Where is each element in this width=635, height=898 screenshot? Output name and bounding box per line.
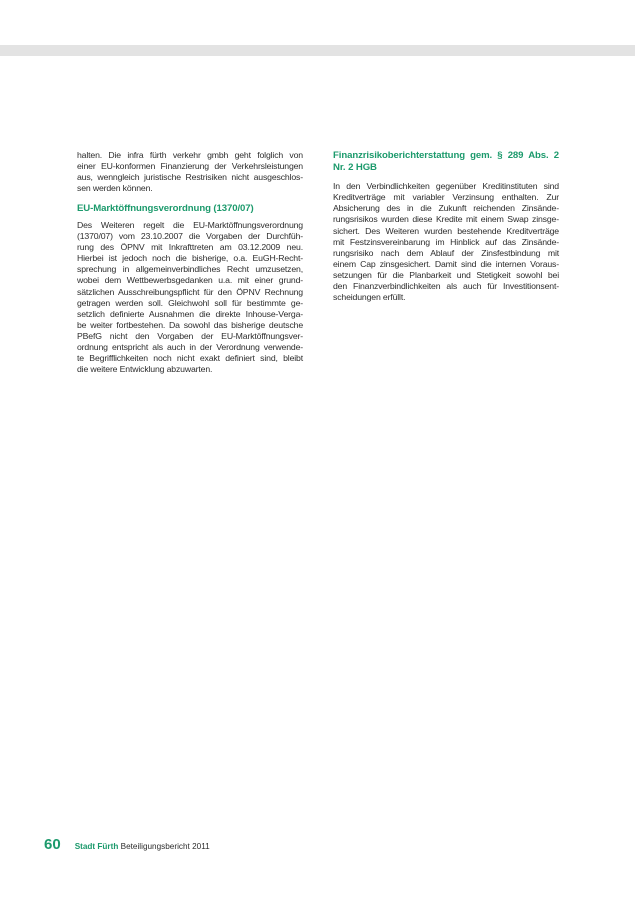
section-heading-finanzrisikoberichterstattung: [333, 150, 559, 173]
page-footer: [44, 836, 210, 853]
footer-label: [75, 842, 210, 851]
text-line: wobei dem Wettbewerbsgedanken u.a. mit einer grund-: [77, 275, 303, 286]
left-column: [77, 150, 303, 375]
text-line: Kreditverträge mit variabler Verzinsung enthalten. Zur: [333, 192, 559, 203]
top-header-band: [0, 45, 635, 56]
footer-report-title: Beteiligungsbericht 2011: [120, 842, 210, 851]
text-line: halten. Die infra fürth verkehr gmbh geht folglich von: [77, 150, 303, 160]
text-line: setzungen für die Planbarkeit und Stetigkeit sowohl bei: [333, 269, 559, 280]
text-line: sprechung in allgemeinverbindliches Recht umzusetzen,: [77, 264, 303, 275]
text-line: ordnung entspricht als auch in der Verordnung verwende-: [77, 342, 303, 352]
text-line: rungsrisiko nach dem Ablauf der Zinsfestbindung mit: [333, 247, 559, 258]
text-line: PBefG nicht den Vorgaben der EU-Marktöffnungsver-: [77, 330, 303, 341]
text-line: sätzlichen Ausschreibungspflicht für den ÖPNV Rechnung: [77, 286, 303, 297]
text-line: die weitere Entwicklung abzuwarten.: [77, 364, 213, 375]
intro-paragraph: [77, 150, 303, 194]
text-line: Des Weiteren regelt die EU-Marktöffnungsverordnung: [77, 219, 303, 230]
text-line: rungsrisikos wurden diese Kredite mit einem Swap zinsge-: [333, 214, 559, 225]
text-line: rung des ÖPNV mit Inkrafttreten am 03.12.2009 neu.: [77, 242, 303, 253]
text-line: In den Verbindlichkeiten gegenüber Kreditinstituten sind: [333, 181, 559, 192]
eu-regulation-paragraph: [77, 220, 303, 375]
right-column: [333, 150, 559, 303]
text-line: den Finanzverbindlichkeiten als auch für Investitionsent-: [333, 281, 559, 292]
text-line: setzlich definierte Ausnahmen die direkte Inhouse-Verga-: [77, 308, 303, 319]
page-number: 60: [44, 836, 61, 853]
text-line: aus, wenngleich juristische Restrisiken nicht ausgeschlos-: [77, 172, 303, 183]
financial-risk-paragraph: [333, 181, 559, 303]
text-line: einem Cap zinsgesichert. Damit sind die internen Voraus-: [333, 258, 559, 269]
text-line: Hierbei ist jedoch noch die bisherige, o.a. EuGH-Recht-: [77, 253, 303, 264]
text-line: Absicherung des in die Zukunft reichenden Zinsände-: [333, 203, 559, 214]
text-line: sen werden können.: [77, 183, 153, 194]
text-line: scheidungen erfüllt.: [333, 292, 406, 303]
text-line: sichert. Des Weiteren wurden bestehende Kreditverträge: [333, 225, 559, 236]
text-line: be weiter fortbestehen. Da sowohl das bisherige deutsche: [77, 319, 303, 330]
heading-line: Finanzrisikoberichterstattung gem. § 289 Abs. 2: [333, 150, 559, 161]
text-line: einer EU-konformen Finanzierung der Verkehrsleistungen: [77, 161, 303, 172]
heading-line: Nr. 2 HGB: [333, 161, 377, 173]
text-line: getragen werden soll. Gleichwohl soll für bestimmte ge-: [77, 297, 303, 308]
text-line: (1370/07) vom 23.10.2007 die Vorgaben der Durchfüh-: [77, 231, 303, 242]
text-line: mit Festzinsvereinbarung im Hinblick auf das Zinsände-: [333, 236, 559, 247]
text-line: te Begrifflichkeiten noch nicht exakt definiert sind, bleibt: [77, 353, 303, 364]
section-heading-eu-marktoeffnungsverordnung: EU-Marktöffnungsverordnung (1370/07): [77, 203, 254, 215]
footer-organization: Stadt Fürth: [74, 842, 119, 851]
